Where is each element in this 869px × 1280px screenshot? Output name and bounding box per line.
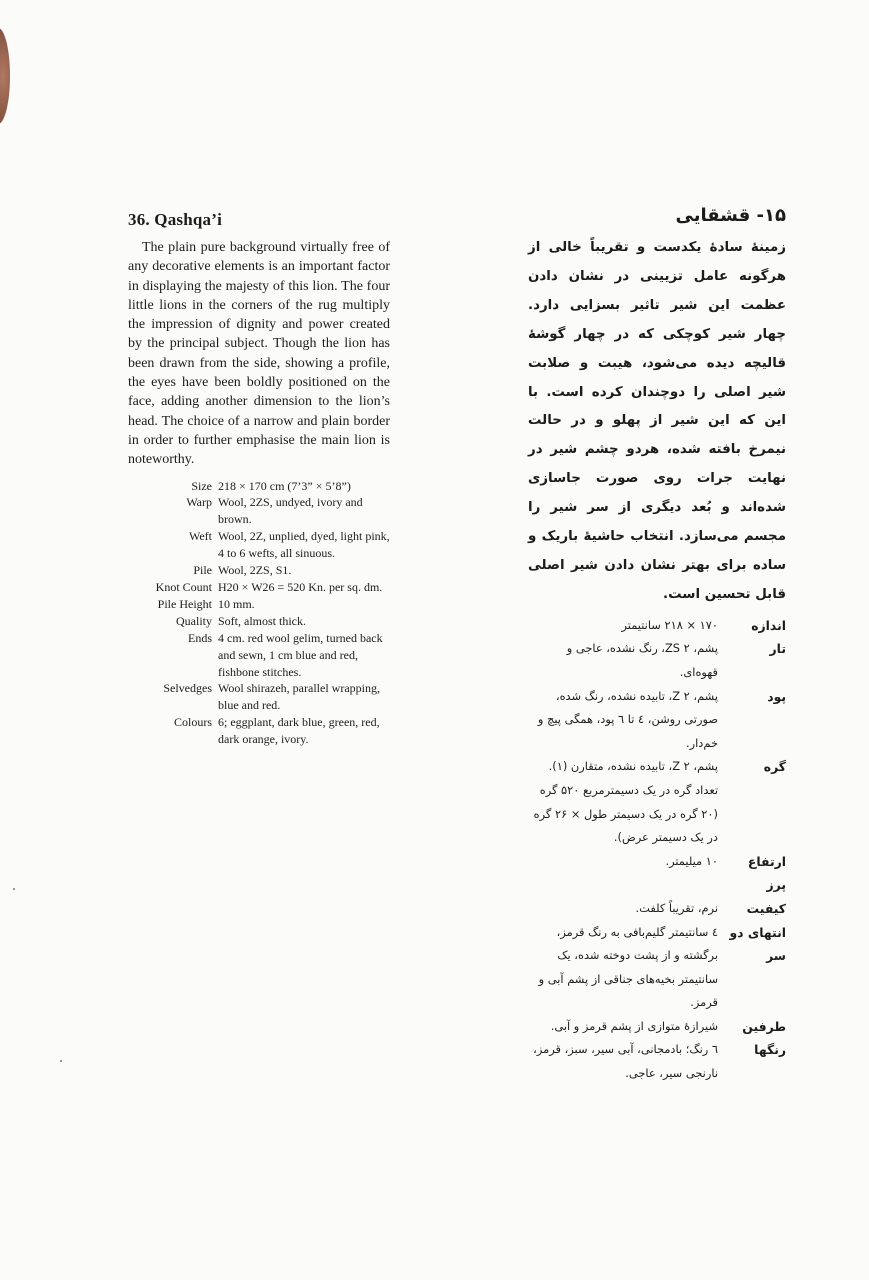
english-spec-value: Soft, almost thick. xyxy=(218,613,306,628)
english-spec-label: Weft xyxy=(188,529,212,544)
english-spec-value: Wool shirazeh, parallel wrapping, blue and red. xyxy=(218,681,380,713)
persian-description: زمینهٔ سادهٔ یکدست و تقریباً خالی از هرگونه عامل تزیینی در نشان دادن عظمت این شیر تاثیر بسزایی دارد. چهار شیر کوچکی که در چهار گوشهٔ قالیچه دیده می‌شود، هیبت و صلابت شیر اصلی را دوچندان کرده است. با این که این شیر از پهلو و در حالت نیمرخ بافته شده، هردو چشم شیر در نهایت جرات روی صورت جاسازی شده‌اند و بُعد دیگری از سر شیر را مجسم می‌سازد. انتخاب حاشیهٔ باریک و ساده برای بهتر نشان دادن شیر اصلی قابل تحسین است. xyxy=(528,240,786,602)
english-description: The plain pure background virtually free of any decorative elements is an important factor in displaying the majesty of this lion. The four little lions in the corners of the rug multiply the impression of dignity and power created by the principal subject. Though the lion has been drawn from the side, showing a profile, the eyes have been boldly positioned on the face, adding another dimension to the lion’s head. The choice of a narrow and plain border in order to further emphasise the main lion is noteworthy. xyxy=(128,240,390,468)
english-spec-value: Wool, 2ZS, undyed, ivory and brown. xyxy=(218,495,363,527)
english-spec-value: 6; eggplant, dark blue, green, red, dark orange, ivory. xyxy=(218,715,380,747)
persian-spec-label: طرفین xyxy=(742,1018,786,1034)
english-spec-label: Size xyxy=(191,478,212,493)
persian-spec-value: ۱۷۰ × ۲۱۸ سانتیمتر xyxy=(621,617,718,632)
persian-spec-value: ۱۰ میلیمتر. xyxy=(665,853,718,868)
english-entry-title: 36. Qashqa’i xyxy=(128,210,223,229)
english-spec-label: Warp xyxy=(186,495,212,510)
paper-speck xyxy=(60,1060,62,1062)
persian-column xyxy=(528,205,786,1086)
english-spec-label: Colours xyxy=(173,715,212,730)
english-spec-value: 10 mm. xyxy=(218,596,255,611)
english-spec-label: Selvedges xyxy=(163,681,212,696)
persian-spec-label: گره xyxy=(763,759,786,775)
persian-spec-value: ٦ رنگ؛ بادمجانی، آبی سیر، سبز، قرمز، نارنجی سیر، عاجی. xyxy=(533,1042,718,1081)
english-spec-value: Wool, 2ZS, S1. xyxy=(218,563,292,578)
english-spec-label: Ends xyxy=(188,630,212,645)
english-spec-label: Pile xyxy=(193,563,212,578)
persian-spec-table xyxy=(528,614,786,1086)
persian-spec-label: تار xyxy=(769,641,786,657)
persian-spec-label: انتهای دو سر xyxy=(729,924,786,964)
persian-spec-value: پشم، Z ۲، تابیده نشده، رنگ شده، صورتی روشن، ٤ تا ٦ پود، همگی پیچ و خم‌دار. xyxy=(537,688,718,750)
english-spec-label: Quality xyxy=(176,613,212,628)
english-spec-value: Wool, 2Z, unplied, dyed, light pink, 4 to 6 wefts, all sinuous. xyxy=(218,529,390,561)
english-spec-label: Knot Count xyxy=(155,580,212,594)
persian-spec-value: نرم، تقریباً کلفت. xyxy=(635,900,718,915)
persian-entry-title: ۱۵- قشقایی xyxy=(675,205,786,226)
persian-spec-value: ٤ سانتیمتر گلیم‌بافی به رنگ قرمز، برگشته و از پشت دوخته شده، یک سانتیمتر بخیه‌های جناقی از پشم آبی و قرمز. xyxy=(538,924,718,1010)
english-spec-table xyxy=(128,478,390,749)
persian-spec-value: شیرازهٔ متوازی از پشم قرمز و آبی. xyxy=(550,1018,718,1033)
persian-spec-label: رنگها xyxy=(754,1042,786,1058)
persian-spec-value: پشم، Z ۲، تابیده نشده، متقارن (۱). تعداد گره در یک دسیمترمربع ۵۲۰ گره (۲۰ گره در یک دسیمتر طول × ۲۶ گره در یک دسیمتر عرض). xyxy=(533,759,718,845)
english-spec-value: H20 × W26 = 520 Kn. per sq. dm. xyxy=(218,580,383,594)
finger-shadow xyxy=(0,28,10,124)
persian-spec-label: پود xyxy=(767,688,786,704)
english-column xyxy=(128,210,390,748)
persian-spec-label: ارتفاع پرز xyxy=(747,853,786,893)
persian-spec-label: کیفیت xyxy=(746,900,786,916)
english-spec-value: 218 × 170 cm (7’3” × 5’8”) xyxy=(218,478,351,493)
english-spec-value: 4 cm. red wool gelim, turned back and sewn, 1 cm blue and red, fishbone stitches. xyxy=(218,630,383,679)
persian-spec-value: پشم، ZS ۲، رنگ نشده، عاجی و قهوه‌ای. xyxy=(566,641,718,679)
paper-speck xyxy=(13,888,15,890)
persian-spec-label: اندازه xyxy=(751,617,786,633)
english-spec-label: Pile Height xyxy=(157,596,212,611)
